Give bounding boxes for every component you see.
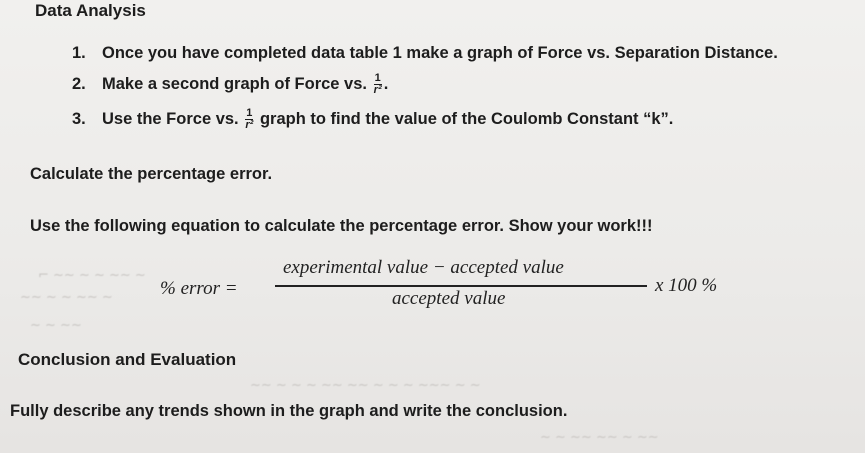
step-1 bbox=[72, 44, 778, 63]
section-heading-conclusion: Conclusion and Evaluation bbox=[18, 350, 237, 369]
equation-multiplier: x 100 % bbox=[655, 275, 718, 296]
step-number: 3. bbox=[72, 109, 86, 128]
step-2: 2. Make a second graph of Force vs. $\frac{1}{\text{r²}}$ . bbox=[72, 72, 389, 96]
step-3 bbox=[72, 108, 673, 131]
bleed-through-mark: ~∼ ~ ~ ~ ∼~ ~~ ~ ~ ∼ ~~∼ ~ ~ bbox=[250, 378, 481, 393]
step-text: Once you have completed data table 1 make a graph of Force vs. Separation Distance. bbox=[102, 44, 778, 62]
step-number: 1. bbox=[72, 44, 86, 62]
conclusion-instruction-text: Fully describe any trends shown in the graph and write the conclusion. bbox=[10, 402, 568, 420]
step-text: graph to find the value of the Coulomb Constant “k”. bbox=[259, 109, 674, 128]
calculate-percentage-error-text: Calculate the percentage error. bbox=[30, 165, 273, 183]
bleed-through-mark: ~ ∼ ~~ ~∼ ~ ~∼ bbox=[540, 430, 659, 445]
equation-instruction-text: Use the following equation to calculate the percentage error. Show your work!!! bbox=[30, 217, 653, 235]
step-text: Use the Force vs. bbox=[102, 109, 239, 128]
bleed-through-mark: ~ ~ ∼~ bbox=[30, 318, 82, 333]
bleed-through-mark: ⌐ ~~ ∼ ~ ~∼ ~ bbox=[38, 268, 146, 283]
fraction-bar bbox=[275, 285, 647, 287]
step-number: 2. bbox=[72, 74, 86, 93]
fraction-one-over-r-squared: $\frac{1}{\text{r²}}$ bbox=[373, 72, 382, 96]
equation-denominator: accepted value bbox=[392, 288, 506, 309]
bleed-through-mark: ~∼ ~ ~ ~∼ ∼ bbox=[20, 290, 113, 305]
equation-lhs: % error = bbox=[160, 278, 238, 299]
fraction-one-over-r-squared: $\frac{1}{\text{r²}}$ bbox=[245, 107, 254, 131]
equation-numerator: experimental value − accepted value bbox=[283, 257, 564, 278]
step-text: Make a second graph of Force vs. bbox=[102, 74, 367, 93]
section-heading-data-analysis: Data Analysis bbox=[35, 1, 146, 20]
